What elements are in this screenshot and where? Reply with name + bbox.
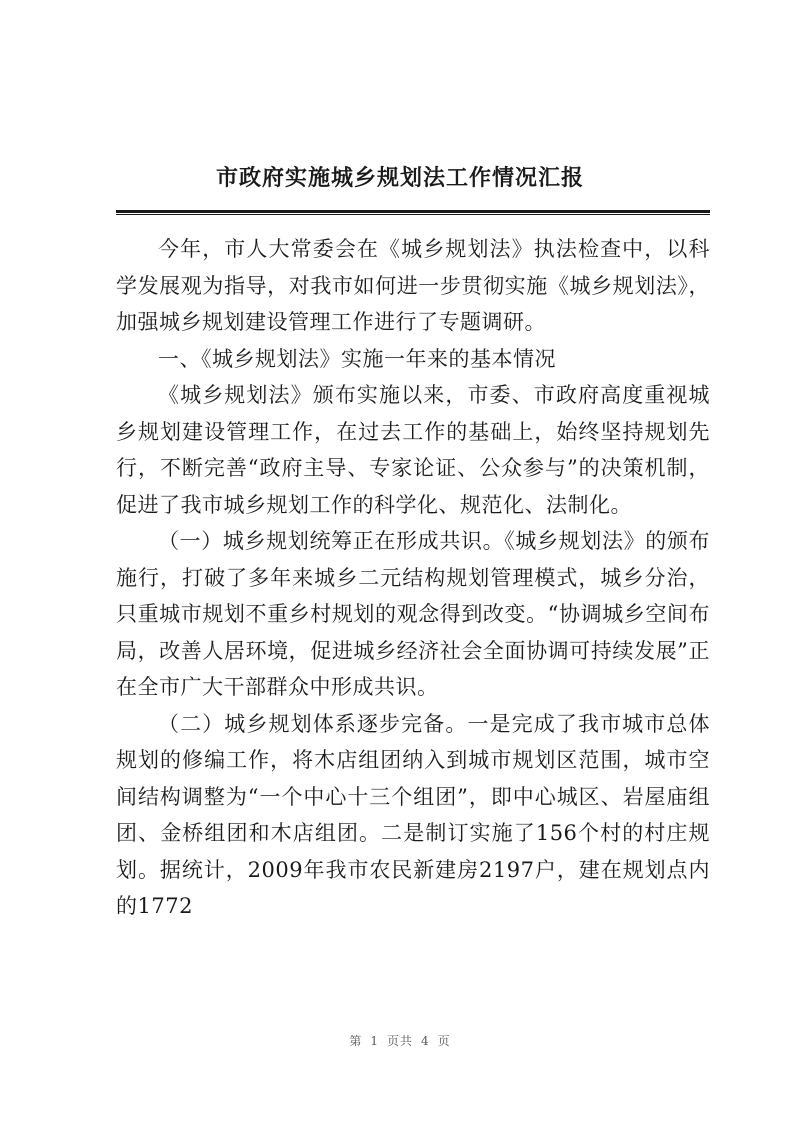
- document-body: [116, 231, 710, 925]
- divider-thick-line: [116, 210, 710, 213]
- paragraph-item-2: （二）城乡规划体系逐步完备。一是完成了我市城市总体规划的修编工作，将木店组团纳入到城市规划区范围，城市空间结构调整为“一个中心十三个组团”，即中心城区、岩屋庙组团、金桥组团和木店组团。二是制订实施了156个村的村庄规划。据统计，2009年我市农民新建房2197户，建在规划点内的1772: [116, 711, 710, 918]
- divider-thin-line: [116, 214, 710, 215]
- paragraph-overview: 《城乡规划法》颁布实施以来，市委、市政府高度重视城乡规划建设管理工作，在过去工作的基础上，始终坚持规划先行，不断完善“政府主导、专家论证、公众参与”的决策机制，促进了我市城乡规划工作的科学化、规范化、法制化。: [116, 383, 710, 517]
- document-title: 市政府实施城乡规划法工作情况汇报: [215, 165, 584, 191]
- footer-page-total: 4: [421, 1034, 430, 1048]
- title-divider: [116, 210, 710, 215]
- page-footer: [0, 1032, 800, 1049]
- paragraph-intro: 今年，市人大常委会在《城乡规划法》执法检查中，以科学发展观为指导，对我市如何进一步贯彻实施《城乡规划法》，加强城乡规划建设管理工作进行了专题调研。: [116, 237, 710, 334]
- footer-page-number: 1: [370, 1034, 379, 1048]
- footer-label-di: 第: [349, 1034, 363, 1048]
- footer-label-ye: 页: [437, 1034, 451, 1048]
- section-heading-1: 一、《城乡规划法》实施一年来的基本情况: [158, 346, 556, 371]
- paragraph-item-1: （一）城乡规划统筹正在形成共识。《城乡规划法》的颁布施行，打破了多年来城乡二元结构规划管理模式，城乡分治，只重城市规划不重乡村规划的观念得到改变。“协调城乡空间布局，改善人居环境，促进城乡经济社会全面协调可持续发展”正在全市广大干部群众中形成共识。: [116, 529, 710, 699]
- footer-label-ye-gong: 页共: [386, 1034, 413, 1048]
